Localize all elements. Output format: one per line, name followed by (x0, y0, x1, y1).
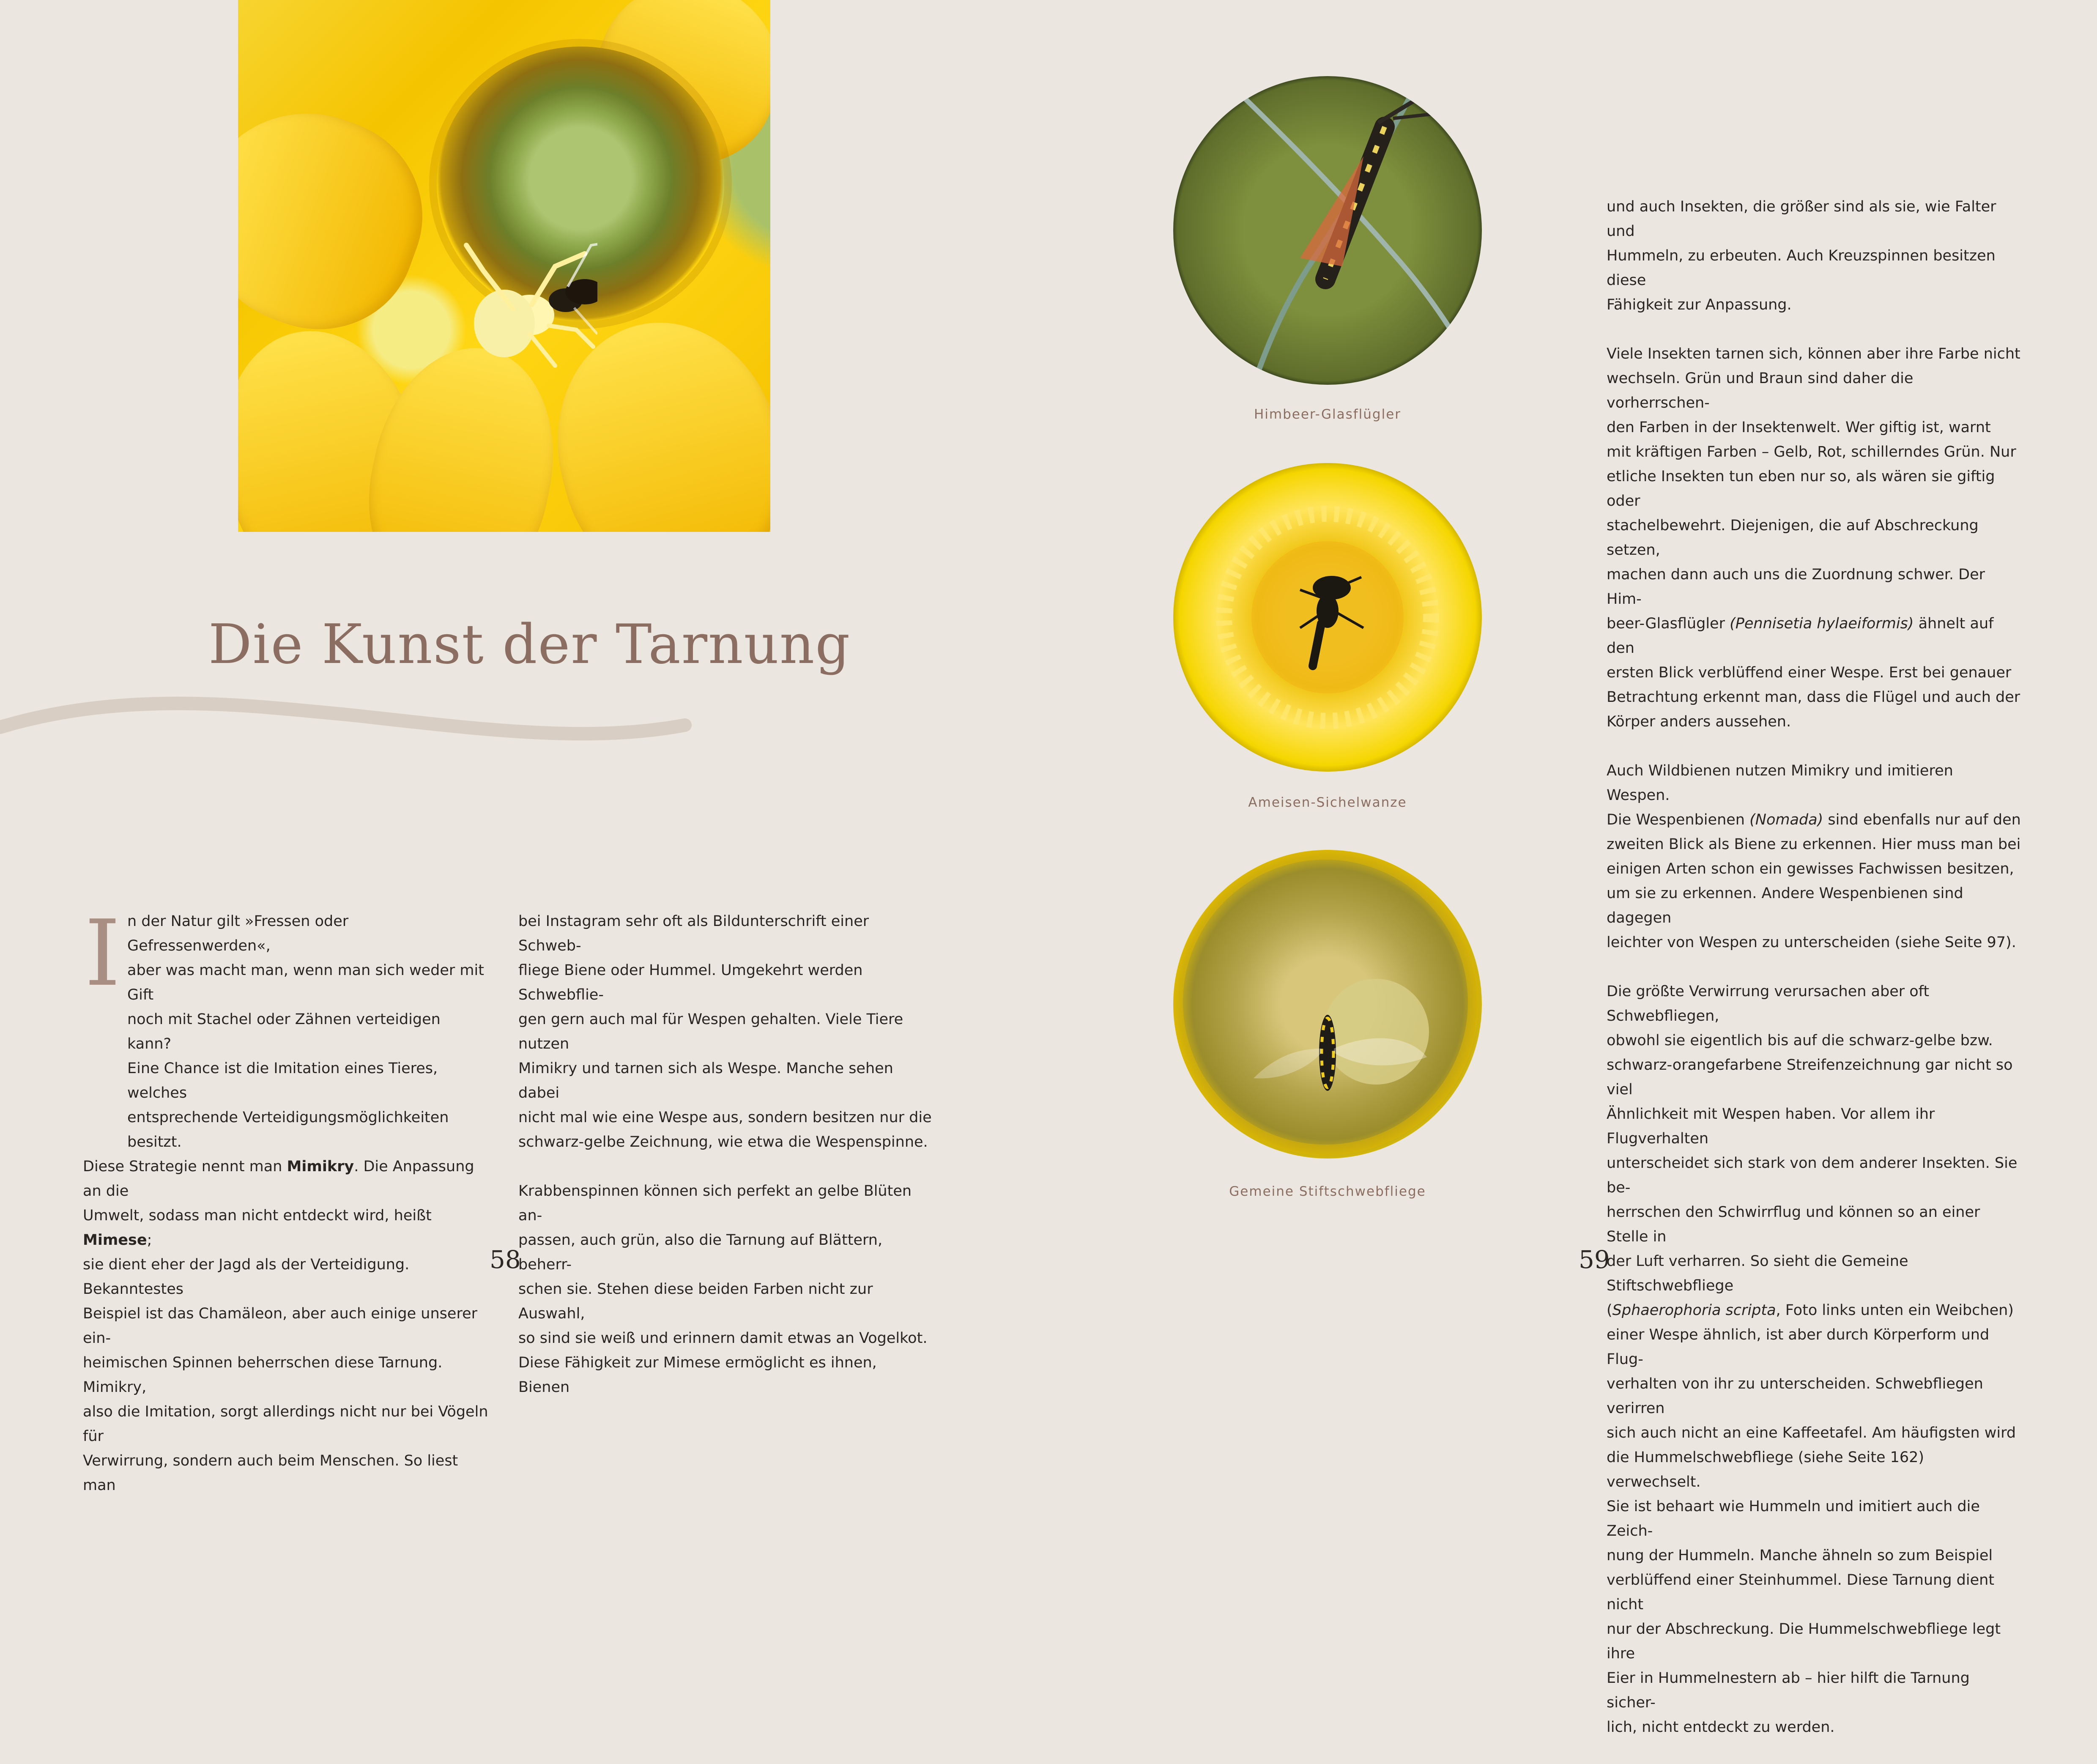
paragraph (1607, 342, 2021, 734)
paragraph (1607, 194, 2021, 317)
body-text: ( (1607, 1302, 1612, 1319)
body-line: nicht mal wie eine Wespe aus, sondern besitzen nur die (518, 1109, 932, 1126)
body-line: passen, auch grün, also die Tarnung auf Blättern, beherr- (518, 1232, 883, 1273)
body-line: entsprechende Verteidigungsmöglichkeiten besitzt. (127, 1109, 449, 1150)
body-line: Krabbenspinnen können sich perfekt an gelbe Blüten an- (518, 1183, 912, 1224)
body-line: Beispiel ist das Chamäleon, aber auch einige unserer ein- (83, 1305, 477, 1347)
decorative-swash (0, 689, 698, 748)
body-text: ; (147, 1232, 152, 1249)
body-line: schwarz-gelbe Zeichnung, wie etwa die Wespenspinne. (518, 1134, 928, 1150)
body-line: n der Natur gilt »Fressen oder Gefressenwerden«, (127, 913, 349, 954)
body-line: noch mit Stachel oder Zähnen verteidigen kann? (127, 1011, 441, 1052)
body-line: ersten Blick verblüffend einer Wespe. Erst bei genauer (1607, 664, 2012, 681)
photo-caption: Ameisen-Sichelwanze (1248, 795, 1407, 810)
body-line: fliege Biene oder Hummel. Umgekehrt werden Schwebflie- (518, 962, 863, 1003)
body-line: einigen Arten schon ein gewisses Fachwissen besitzen, (1607, 860, 2014, 877)
body-line: nur der Abschreckung. Die Hummelschwebfliege legt ihre (1607, 1621, 2001, 1662)
body-text: ähnelt auf den (1607, 615, 1994, 657)
body-line (1607, 808, 2021, 832)
body-line: Auch Wildbienen nutzen Mimikry und imitieren Wespen. (1607, 762, 1953, 804)
body-line: nung der Hummeln. Manche ähneln so zum Beispiel (1607, 1547, 1993, 1564)
body-line: sie dient eher der Jagd als der Verteidigung. Bekanntestes (83, 1256, 410, 1298)
body-line: also die Imitation, sorgt allerdings nicht nur bei Vögeln für (83, 1403, 488, 1445)
body-line: sich auch nicht an eine Kaffeetafel. Am häufigsten wird (1607, 1424, 2016, 1441)
body-line (1607, 611, 2021, 660)
paragraph (1607, 759, 2021, 955)
body-text: . Die Anpassung an die (83, 1158, 474, 1200)
ameisen-sichelwanze-photo (1173, 463, 1482, 772)
body-text: beer-Glasflügler (1607, 615, 1725, 632)
body-line: obwohl sie eigentlich bis auf die schwarz-gelbe bzw. (1607, 1032, 1993, 1049)
body-line: Diese Fähigkeit zur Mimese ermöglicht es ihnen, Bienen (518, 1354, 877, 1396)
body-text: Umwelt, sodass man nicht entdeckt wird, heißt (83, 1207, 432, 1224)
body-line: Eier in Hummelnestern ab – hier hilft die Tarnung sicher- (1607, 1670, 1970, 1711)
body-line: stachelbewehrt. Diejenigen, die auf Abschreckung setzen, (1607, 517, 1979, 559)
right-column (1607, 194, 2021, 1764)
body-line: schwarz-orangefarbene Streifenzeichnung gar nicht so viel (1607, 1057, 2013, 1098)
body-line: um sie zu erkennen. Andere Wespenbienen sind dagegen (1607, 885, 1963, 926)
body-line: bei Instagram sehr oft als Bildunterschrift einer Schweb- (518, 913, 869, 954)
body-line: herrschen den Schwirrflug und können so an einer Stelle in (1607, 1204, 1980, 1245)
page-title: Die Kunst der Tarnung (208, 613, 851, 676)
species-name: Sphaerophoria scripta (1612, 1302, 1776, 1319)
body-text: sind ebenfalls nur auf den (1828, 811, 2021, 828)
body-text: , Foto links unten ein Weibchen) (1776, 1302, 2014, 1319)
paragraph (518, 909, 933, 1154)
term-mimese: Mimese (83, 1232, 147, 1249)
body-line: Sie ist behaart wie Hummeln und imitiert auch die Zeich- (1607, 1498, 1980, 1539)
body-line: Körper anders aussehen. (1607, 713, 1791, 730)
body-line: der Luft verharren. So sieht die Gemeine Stiftschwebfliege (1607, 1253, 1908, 1294)
body-line: verhalten von ihr zu unterscheiden. Schwebfliegen verirren (1607, 1375, 1983, 1417)
body-line: und auch Insekten, die größer sind als sie, wie Falter und (1607, 198, 1996, 240)
body-line: den Farben in der Insektenwelt. Wer giftig ist, warnt (1607, 419, 1991, 436)
body-line: heimischen Spinnen beherrschen diese Tarnung. Mimikry, (83, 1354, 443, 1396)
photo-caption: Gemeine Stiftschwebfliege (1229, 1184, 1426, 1199)
body-line: Mimikry und tarnen sich als Wespe. Manche sehen dabei (518, 1060, 893, 1101)
body-line: Viele Insekten tarnen sich, können aber ihre Farbe nicht (1607, 345, 2020, 362)
himbeer-glasfluegler-photo (1173, 76, 1482, 385)
gemeine-stiftschwebfliege-photo (1173, 850, 1482, 1159)
body-line: wechseln. Grün und Braun sind daher die vorherrschen- (1607, 370, 1914, 411)
body-text: Die Wespenbienen (1607, 811, 1745, 828)
body-line: schen sie. Stehen diese beiden Farben nicht zur Auswahl, (518, 1281, 873, 1322)
body-line: etliche Insekten tun eben nur so, als wären sie giftig oder (1607, 468, 1995, 509)
body-line: Die größte Verwirrung verursachen aber oft Schwebfliegen, (1607, 983, 1930, 1024)
sunflower-spider-photo (238, 0, 770, 532)
body-line (1607, 1298, 2021, 1323)
body-line: aber was macht man, wenn man sich weder mit Gift (127, 962, 484, 1003)
body-line: gen gern auch mal für Wespen gehalten. Viele Tiere nutzen (518, 1011, 903, 1052)
body-line: unterscheidet sich stark von dem anderer Insekten. Sie be- (1607, 1155, 2018, 1196)
page-number-left: 58 (490, 1245, 521, 1274)
body-line: Eine Chance ist die Imitation eines Tieres, welches (127, 1060, 438, 1101)
body-line: so sind sie weiß und erinnern damit etwas an Vogelkot. (518, 1330, 928, 1347)
body-line: Fähigkeit zur Anpassung. (1607, 296, 1792, 313)
paragraph (1607, 979, 2021, 1739)
body-line: zweiten Blick als Biene zu erkennen. Hier muss man bei (1607, 836, 2021, 853)
photo-caption: Himbeer-Glasflügler (1254, 407, 1402, 422)
page-number-right: 59 (1579, 1245, 1610, 1274)
paragraph (518, 1179, 933, 1400)
body-line: Verwirrung, sondern auch beim Menschen. So liest man (83, 1452, 458, 1494)
body-text: Diese Strategie nennt man (83, 1158, 282, 1175)
body-line (83, 1203, 489, 1252)
body-line: lich, nicht entdeckt zu werden. (1607, 1719, 1835, 1736)
species-name: (Pennisetia hylaeiformis) (1730, 615, 1914, 632)
drop-cap: I (85, 900, 120, 1006)
left-column-1 (83, 900, 489, 1498)
body-line: Betrachtung erkennt man, dass die Flügel und auch der (1607, 689, 2020, 706)
body-line: machen dann auch uns die Zuordnung schwer. Der Him- (1607, 566, 1985, 608)
genus-name: (Nomada) (1749, 811, 1823, 828)
body-line: Hummeln, zu erbeuten. Auch Kreuzspinnen besitzen diese (1607, 247, 1996, 289)
body-line: die Hummelschwebfliege (siehe Seite 162) verwechselt. (1607, 1449, 1925, 1490)
body-line: mit kräftigen Farben – Gelb, Rot, schillerndes Grün. Nur (1607, 444, 2016, 460)
body-line: leichter von Wespen zu unterscheiden (siehe Seite 97). (1607, 934, 2016, 951)
body-line: einer Wespe ähnlich, ist aber durch Körperform und Flug- (1607, 1326, 1990, 1368)
term-mimikry: Mimikry (287, 1158, 354, 1175)
body-line: verblüffend einer Steinhummel. Diese Tarnung dient nicht (1607, 1572, 1995, 1613)
left-column-2 (518, 909, 933, 1424)
body-line (83, 1154, 489, 1203)
body-line: Ähnlichkeit mit Wespen haben. Vor allem ihr Flugverhalten (1607, 1106, 1935, 1147)
